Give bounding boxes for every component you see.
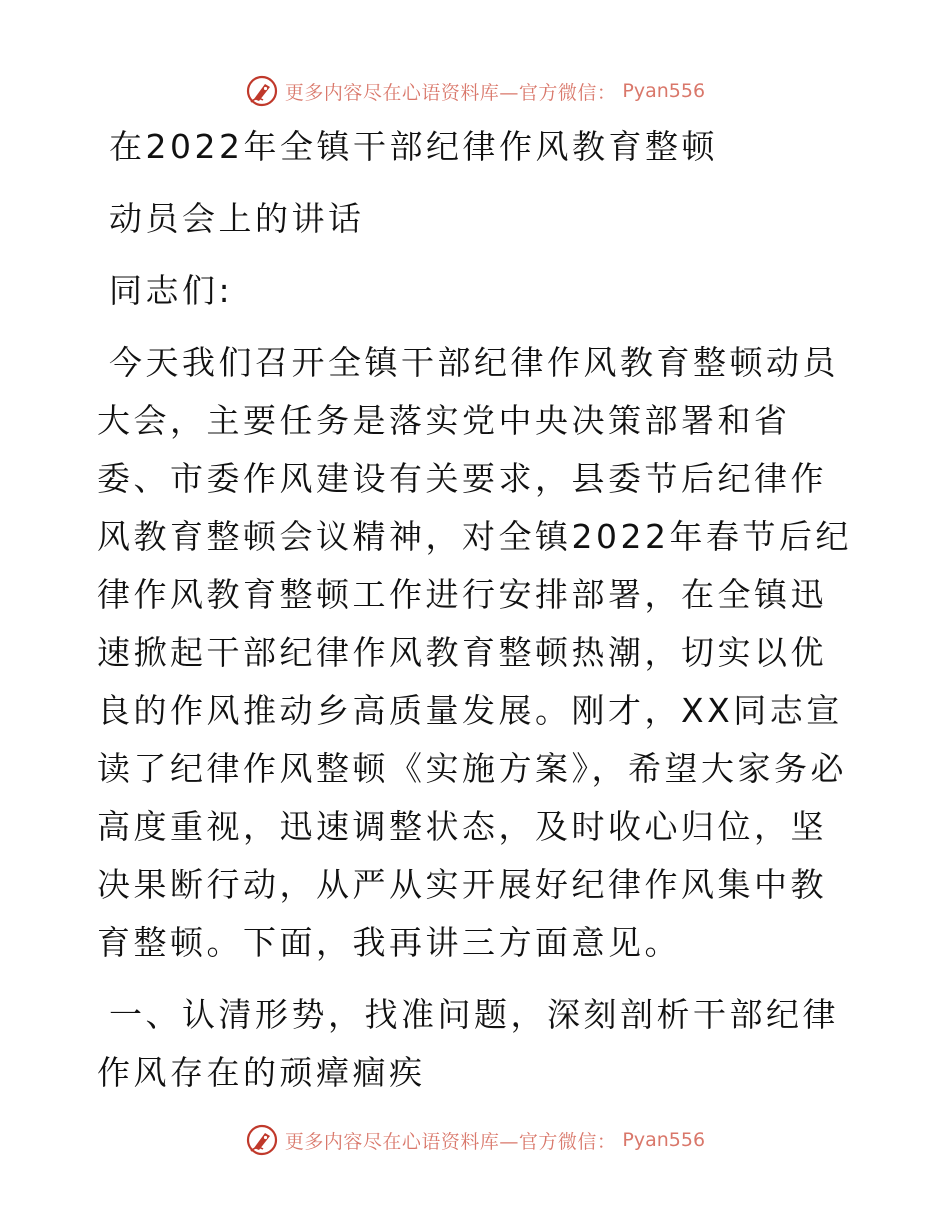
watermark-text: 更多内容尽在心语资料库—官方微信： xyxy=(284,1130,617,1153)
document-body xyxy=(97,118,857,1102)
header-watermark xyxy=(0,71,950,111)
salutation: 同志们: xyxy=(109,271,234,310)
watermark-wechat-id: Pyan556 xyxy=(622,80,706,102)
document-subtitle: 动员会上的讲话 xyxy=(109,199,365,238)
pen-nib-logo-icon xyxy=(245,74,279,108)
section-heading: 一、认清形势，找准问题，深刻剖析干部纪律作风存在的顽瘴痼疾 xyxy=(97,995,839,1092)
footer-watermark xyxy=(0,1120,950,1160)
pen-nib-logo-icon xyxy=(245,1123,279,1157)
paragraph: 今天我们召开全镇干部纪律作风教育整顿动员大会，主要任务是落实党中央决策部署和省委、市委作风建设有关要求，县委节后纪律作风教育整顿会议精神，对全镇2022年春节后纪律作风教育整顿工作进行安排部署，在全镇迅速掀起干部纪律作风教育整顿热潮，切实以优良的作风推动乡高质量发展。刚才，XX同志宣读了纪律作风整顿《实施方案》，希望大家务必高度重视，迅速调整状态，及时收心归位，坚决果断行动，从严从实开展好纪律作风集中教育整顿。下面，我再讲三方面意见。 xyxy=(97,343,852,962)
document-title: 在2022年全镇干部纪律作风教育整顿 xyxy=(109,127,718,166)
watermark-text: 更多内容尽在心语资料库—官方微信： xyxy=(284,81,617,104)
watermark-wechat-id: Pyan556 xyxy=(622,1129,706,1151)
